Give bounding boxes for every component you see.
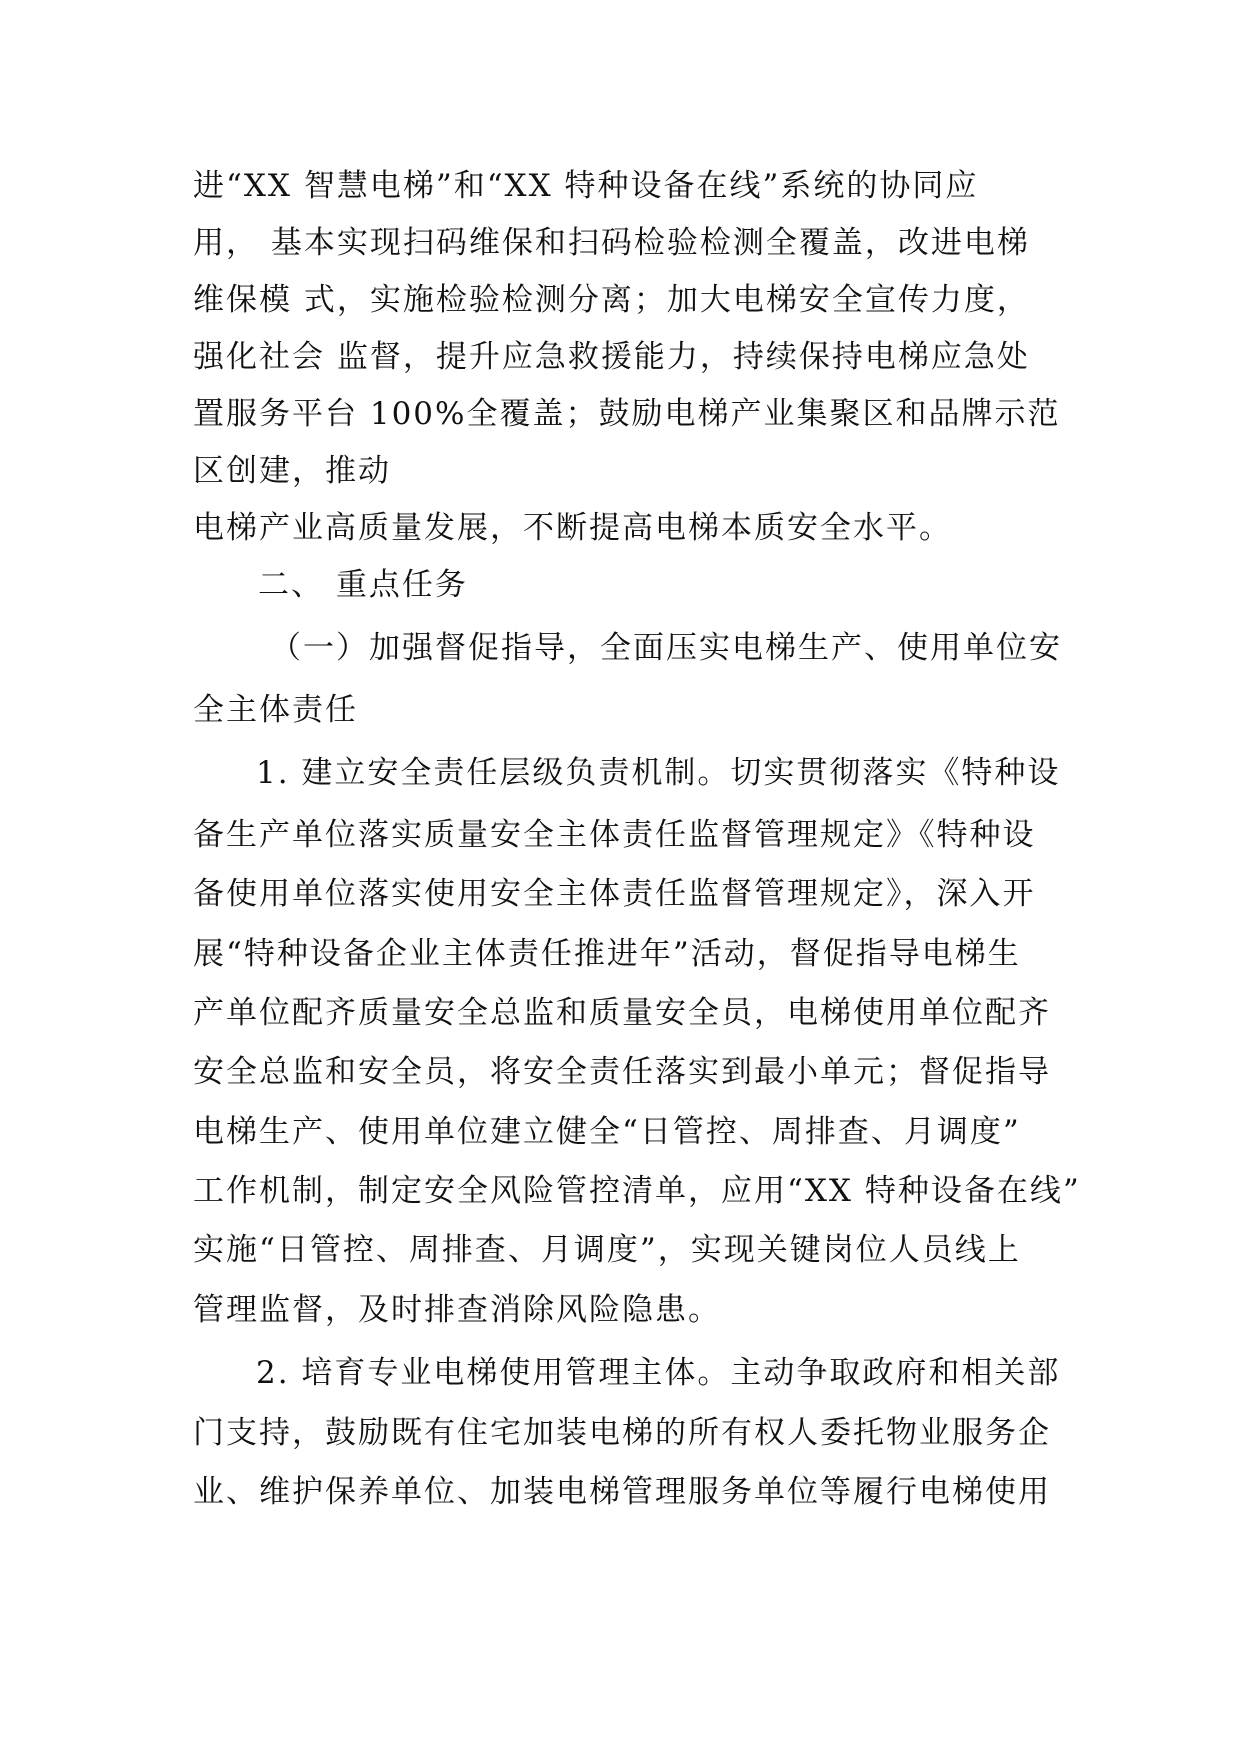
paragraph-line: 产单位配齐质量安全总监和质量安全员，电梯使用单位配齐 [193, 995, 1051, 1031]
section-heading: 二、 重点任务 [258, 567, 468, 603]
paragraph-line: 进“XX 智慧电梯”和“XX 特种设备在线”系统的协同应 [193, 168, 979, 204]
paragraph-line: 强化社会 监督，提升应急救援能力，持续保持电梯应急处 [193, 339, 1030, 375]
paragraph-line: 电梯生产、使用单位建立健全“日管控、周排查、月调度” [193, 1114, 1021, 1150]
paragraph-line: 1. 建立安全责任层级负责机制。切实贯彻落实《特种设 [256, 755, 1061, 791]
paragraph-line: 备生产单位落实质量安全主体责任监督管理规定》《特种设 [193, 817, 1036, 853]
paragraph-line: 电梯产业高质量发展，不断提高电梯本质安全水平。 [193, 510, 952, 546]
paragraph-line: 2. 培育专业电梯使用管理主体。主动争取政府和相关部 [256, 1355, 1061, 1391]
paragraph-line: 用， 基本实现扫码维保和扫码检验检测全覆盖，改进电梯 [193, 225, 1030, 261]
paragraph-line: 备使用单位落实使用安全主体责任监督管理规定》，深入开 [193, 876, 1036, 912]
subsection-heading: （一）加强督促指导，全面压实电梯生产、使用单位安 [270, 630, 1062, 666]
paragraph-line: 展“特种设备企业主体责任推进年”活动，督促指导电梯生 [193, 936, 1021, 972]
paragraph-line: 工作机制，制定安全风险管控清单，应用“XX 特种设备在线” [193, 1173, 1081, 1209]
paragraph-line: 门支持，鼓励既有住宅加装电梯的所有权人委托物业服务企 [193, 1415, 1051, 1451]
paragraph-line: 管理监督，及时排查消除风险隐患。 [193, 1292, 721, 1328]
paragraph-line: 区创建，推动 [193, 453, 391, 489]
paragraph-line: 置服务平台 100%全覆盖；鼓励电梯产业集聚区和品牌示范 [193, 396, 1061, 432]
paragraph-line: 维保模 式，实施检验检测分离；加大电梯安全宣传力度， [193, 282, 1030, 318]
paragraph-line: 安全总监和安全员，将安全责任落实到最小单元；督促指导 [193, 1054, 1051, 1090]
paragraph-line: 业、维护保养单位、加装电梯管理服务单位等履行电梯使用 [193, 1474, 1051, 1510]
paragraph-line: 实施“日管控、周排查、月调度”，实现关键岗位人员线上 [193, 1232, 1021, 1268]
subsection-heading-continuation: 全主体责任 [193, 692, 358, 728]
